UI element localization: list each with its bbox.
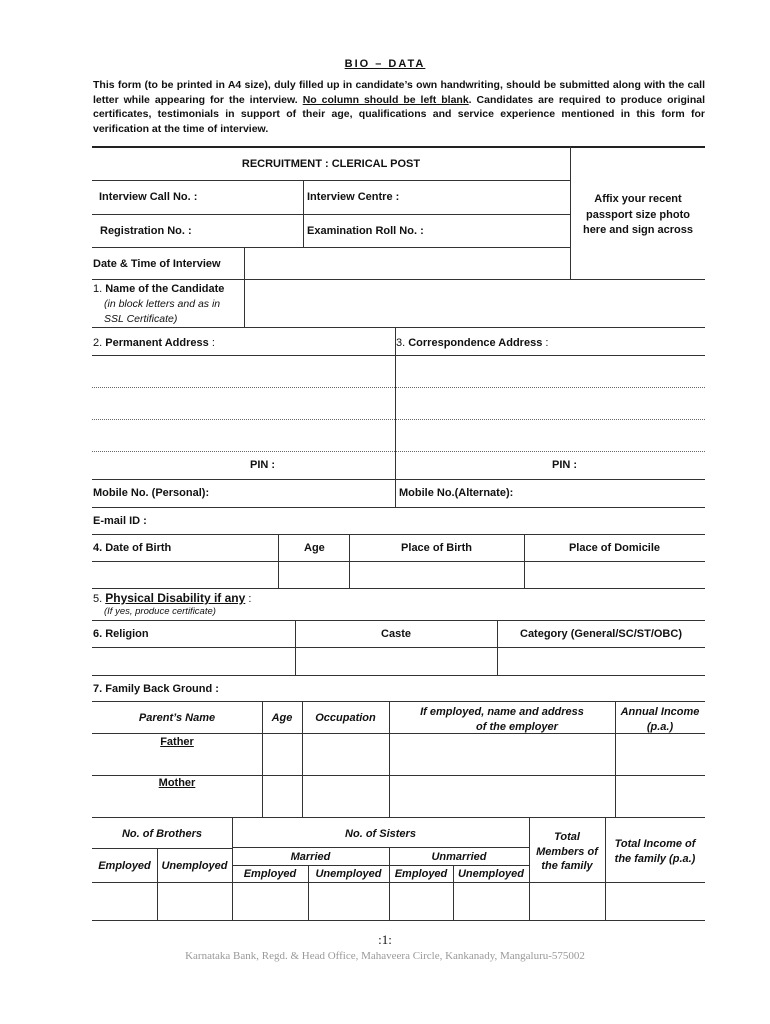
instructions-part1: This form (to be printed in A4 size), duly filled up in candidate’s own handwriting, should be submitted along with the call letter while appearing for the interview. [93, 79, 705, 106]
father-occupation-field[interactable] [305, 736, 386, 772]
email-field[interactable] [150, 510, 700, 532]
mobile-alternate-label: Mobile No.(Alternate): [399, 487, 514, 499]
unmarried-employed: Employed [394, 868, 448, 880]
name-label-num: 1. [93, 283, 106, 295]
name-note-2: SSL Certificate) [104, 313, 178, 325]
permanent-address-field[interactable] [95, 358, 391, 450]
registration-no-label: Registration No. : [100, 225, 192, 237]
disability-note: (If yes, produce certificate) [104, 606, 216, 617]
total-members-field[interactable] [532, 885, 603, 918]
sisters-unmarried: Unmarried [431, 851, 487, 863]
permanent-pin-label: PIN : [250, 459, 276, 471]
total-income-line2: the family (p.a.) [614, 852, 696, 865]
mother-income-field[interactable] [618, 778, 702, 814]
father-label: Father [160, 736, 194, 748]
exam-roll-no-field[interactable] [430, 219, 565, 243]
recruitment-title: RECRUITMENT : CLERICAL POST [241, 158, 421, 170]
page-title: BIO – DATA [344, 58, 426, 70]
col-employer-line2: of the employer [476, 720, 558, 733]
mother-age-field[interactable] [265, 778, 299, 814]
col-annual-income-line1: Annual Income [620, 706, 700, 718]
col-employer-line1: If employed, name and address [420, 706, 584, 718]
interview-call-no-label: Interview Call No. : [99, 191, 198, 203]
place-of-domicile-label: Place of Domicile [568, 542, 661, 554]
mother-employer-field[interactable] [392, 778, 612, 814]
mobile-personal-label: Mobile No. (Personal): [93, 487, 210, 499]
col-annual-income [615, 705, 705, 734]
page-number: :1: [378, 932, 392, 947]
email-label: E-mail ID : [93, 515, 147, 527]
permanent-address-num: 2. [93, 337, 106, 349]
category-label: Category (General/SC/ST/OBC) [520, 628, 682, 640]
brothers-heading: No. of Brothers [121, 828, 203, 840]
dob-label: 4. Date of Birth [93, 542, 172, 554]
category-field[interactable] [500, 650, 702, 672]
sisters-married: Married [290, 851, 331, 863]
total-members-line2: Members of [536, 845, 598, 858]
unmarried-unemployed-field[interactable] [456, 885, 527, 918]
place-of-domicile-field[interactable] [527, 564, 702, 586]
col-annual-income-line2: (p.a.) [646, 720, 674, 733]
disability-label [93, 591, 251, 605]
name-label-text: Name of the Candidate [105, 283, 225, 295]
interview-call-no-field[interactable] [200, 185, 300, 209]
correspondence-address-field[interactable] [399, 358, 701, 450]
disability-field[interactable] [260, 592, 700, 618]
caste-field[interactable] [298, 650, 494, 672]
col-parents-name: Parent’s Name [138, 712, 216, 724]
col-age: Age [271, 712, 293, 724]
interview-centre-label: Interview Centre : [307, 191, 400, 203]
brothers-unemployed: Unemployed [161, 860, 228, 872]
age-label: Age [304, 542, 325, 554]
correspondence-pin-field[interactable] [584, 455, 694, 477]
father-age-field[interactable] [265, 736, 299, 772]
disability-text: Physical Disability if any [105, 591, 246, 605]
total-income-field[interactable] [608, 885, 703, 918]
correspondence-address-num: 3. [396, 337, 409, 349]
place-of-birth-field[interactable] [352, 564, 522, 586]
registration-no-field[interactable] [200, 219, 300, 243]
father-income-field[interactable] [618, 736, 702, 772]
brothers-unemployed-field[interactable] [160, 885, 230, 918]
caste-label: Caste [381, 628, 411, 640]
candidate-name-field[interactable] [250, 284, 700, 322]
mobile-alternate-field[interactable] [525, 482, 700, 504]
correspondence-address-label [396, 337, 548, 349]
religion-label: 6. Religion [93, 628, 149, 640]
total-members-line1: Total [554, 831, 580, 843]
total-members-line3: the family [541, 860, 593, 872]
instructions-part2: . Candidates are required to produce original certificates, testimonials in support of their age, qualifications and service experience mentioned in this form for verification at the time of interview. [93, 93, 705, 135]
permanent-address-text: Permanent Address [105, 337, 209, 349]
father-employer-field[interactable] [392, 736, 612, 772]
interview-datetime-label: Date & Time of Interview [93, 258, 221, 270]
brothers-employed-field[interactable] [95, 885, 155, 918]
disability-colon: : [245, 593, 252, 605]
total-members-heading [529, 830, 605, 874]
name-label [93, 283, 224, 295]
married-unemployed: Unemployed [315, 868, 382, 880]
mobile-personal-field[interactable] [218, 482, 390, 504]
age-field[interactable] [281, 564, 347, 586]
correspondence-address-colon: : [545, 337, 549, 349]
married-unemployed-field[interactable] [311, 885, 387, 918]
mother-label: Mother [158, 777, 196, 789]
total-income-line1: Total Income of [614, 838, 696, 850]
col-occupation: Occupation [315, 712, 376, 724]
instructions [93, 78, 705, 136]
interview-datetime-field[interactable] [248, 250, 566, 276]
brothers-employed: Employed [98, 860, 151, 872]
correspondence-pin-label: PIN : [552, 459, 578, 471]
place-of-birth-label: Place of Birth [401, 542, 472, 554]
instructions-emphasis: No column should be left blank [302, 93, 469, 106]
permanent-pin-field[interactable] [282, 455, 387, 477]
unmarried-employed-field[interactable] [392, 885, 451, 918]
permanent-address-colon: : [211, 337, 215, 349]
interview-centre-field[interactable] [410, 185, 565, 209]
photo-box: Affix your recent passport size photo here and sign across [582, 193, 694, 236]
name-note-1: (in block letters and as in [104, 298, 221, 310]
married-employed: Employed [243, 868, 297, 880]
col-employer [389, 705, 615, 734]
mother-occupation-field[interactable] [305, 778, 386, 814]
permanent-address-label [93, 337, 215, 349]
married-employed-field[interactable] [235, 885, 306, 918]
sisters-heading: No. of Sisters [345, 828, 416, 840]
religion-field[interactable] [95, 650, 292, 672]
footer-address: Karnataka Bank, Regd. & Head Office, Mahaveera Circle, Kankanady, Mangaluru-575002 [185, 950, 585, 962]
correspondence-address-text: Correspondence Address [408, 337, 543, 349]
father-name-field[interactable] [95, 752, 259, 772]
total-income-heading [605, 837, 705, 866]
unmarried-unemployed: Unemployed [457, 868, 524, 880]
disability-num: 5. [93, 593, 106, 605]
exam-roll-no-label: Examination Roll No. : [307, 225, 424, 237]
dob-field[interactable] [95, 564, 275, 586]
mother-name-field[interactable] [95, 794, 259, 814]
family-heading: 7. Family Back Ground : [93, 683, 219, 695]
